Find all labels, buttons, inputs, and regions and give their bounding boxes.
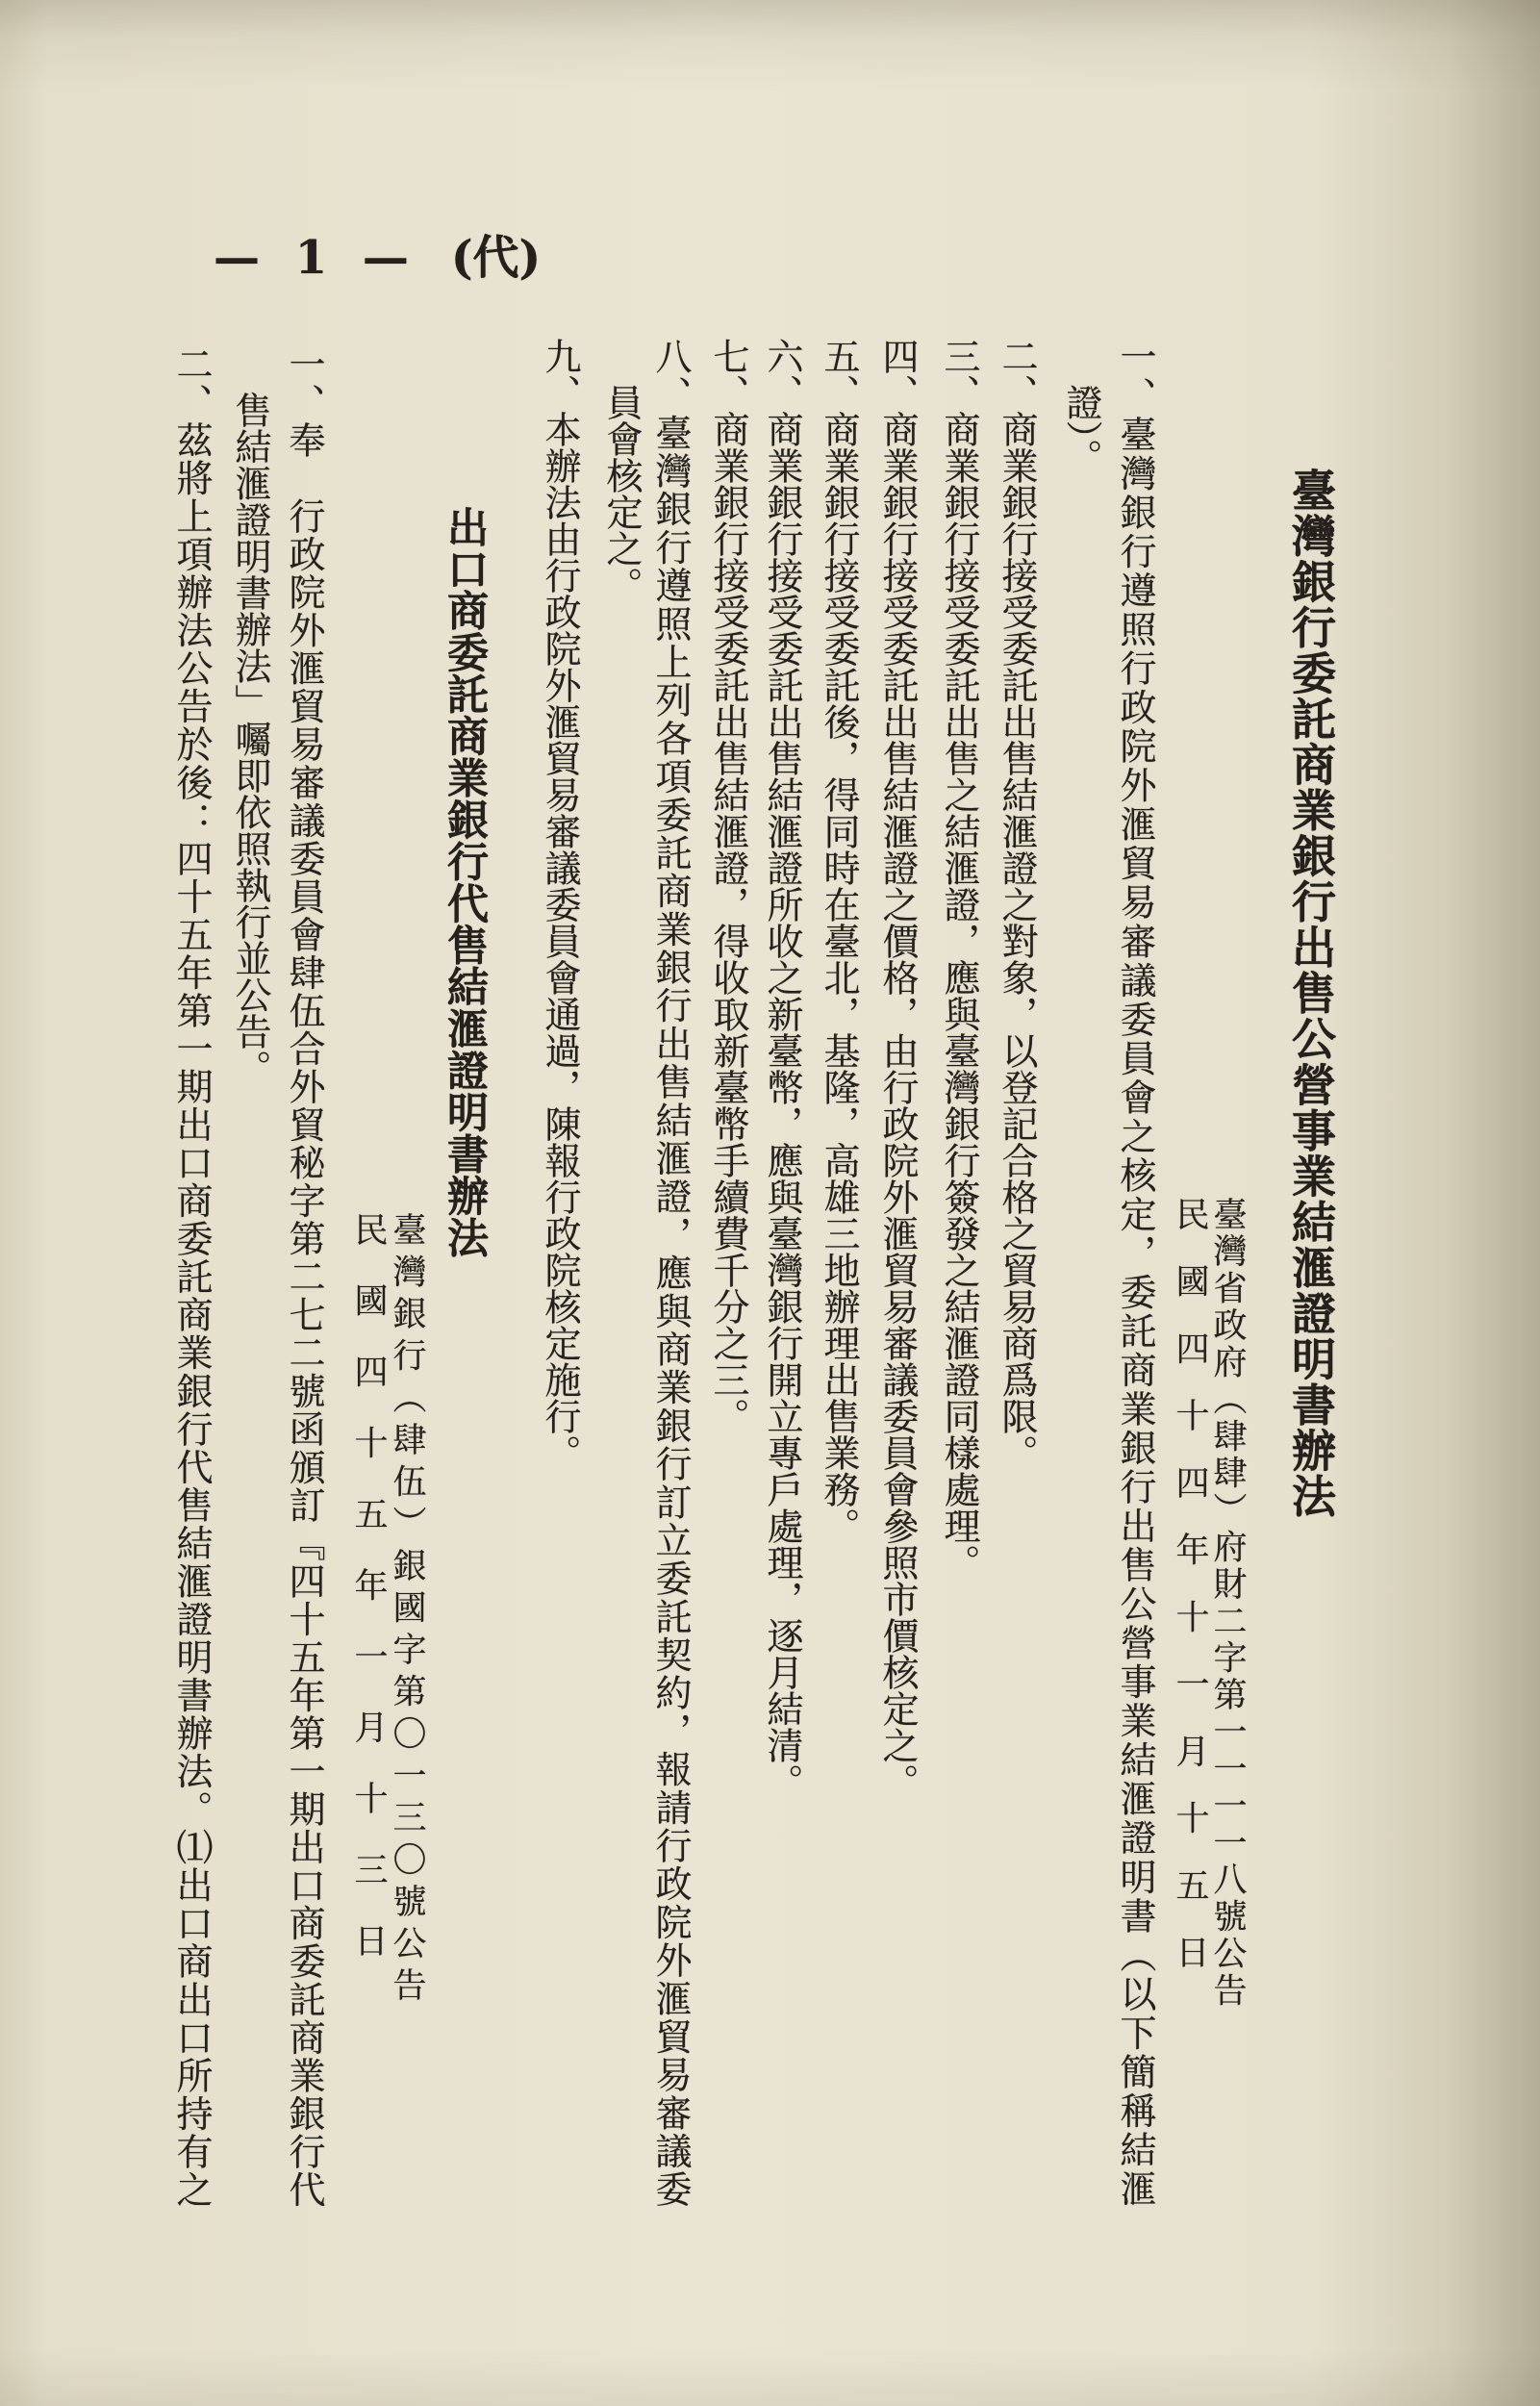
page-number: — 1 — <box>214 231 418 285</box>
regulation-1-article-3: 三、商業銀行接受委託出售之結滙證，應與臺灣銀行簽發之結滙證同樣處理。 <box>938 338 980 1581</box>
regulation-1-article-4: 四、商業銀行接受委託出售結滙證之價格，由行政院外滙貿易審議委員會參照市價核定之。 <box>876 338 919 1800</box>
regulation-1-article-8-line-1: 八、臺灣銀行遵照上列各項委託商業銀行出售結滙證，應與商業銀行訂立委託契約，報請行政院外滙貿易審議委 <box>649 338 692 2209</box>
regulation-1-article-8-line-2: 員會核定之。 <box>600 384 643 603</box>
regulation-1-article-9: 九、本辦法由行政院外滙貿易審議委員會通過，陳報行政院核定施行。 <box>539 338 581 1471</box>
regulation-1-issuer: 臺灣省政府（肆肆）府財二字第一一一一八號公告 <box>1208 1197 1247 2010</box>
regulation-1-article-2: 二、商業銀行接受委託出售結滙證之對象，以登記合格之貿易商爲限。 <box>996 338 1038 1471</box>
regulation-2-date: 民國四十五年一月十三日 <box>349 1212 388 1994</box>
page-marker: (代) <box>450 231 542 285</box>
regulation-1-article-1-line-1: 一、臺灣銀行遵照行政院外滙貿易審議委員會之核定，委託商業銀行出售公營事業結滙證明書（以下簡稱結滙 <box>1114 338 1156 2209</box>
regulation-1-article-7: 七、商業銀行接受委託出售結滙證，得收取新臺幣手續費千分之三。 <box>707 338 749 1434</box>
regulation-1-article-6: 六、商業銀行接受委託出售結滙證所收之新臺幣，應與臺灣銀行開立專戶處理，逐月結清。 <box>761 338 803 1800</box>
regulation-1-date: 民國四十四年十一月十五日 <box>1171 1197 1209 2002</box>
regulation-2-article-1-line-2: 售結滙證明書辦法」囑即依照執行並公告。 <box>229 392 271 1086</box>
regulation-2-article-1-line-1: 一、奉 行政院外滙貿易審議委員會肆伍合外貿秘字第二七二號函頒訂『四十五年第一期出口商委託商業銀行代 <box>283 345 325 2209</box>
page-folio <box>214 231 542 285</box>
regulation-2-article-2-line-1: 二、茲將上項辦法公告於後：四十五年第一期出口商委託商業銀行代售結滙證明書辦法。⑴出口商出口所持有之 <box>170 345 213 2209</box>
regulation-2-title: 出口商委託商業銀行代售結滙證明書辦法 <box>441 506 489 1258</box>
regulation-2-issuer: 臺灣銀行（肆伍）銀國字第〇一三〇號公告 <box>388 1212 426 2010</box>
regulation-1-article-1-line-2: 證）。 <box>1060 384 1102 475</box>
regulation-1-article-5: 五、商業銀行接受委託後，得同時在臺北，基隆，高雄三地辦理出售業務。 <box>818 338 860 1544</box>
regulation-1-title: 臺灣銀行委託商業銀行出售公營事業結滙證明書辦法 <box>1285 468 1337 1519</box>
